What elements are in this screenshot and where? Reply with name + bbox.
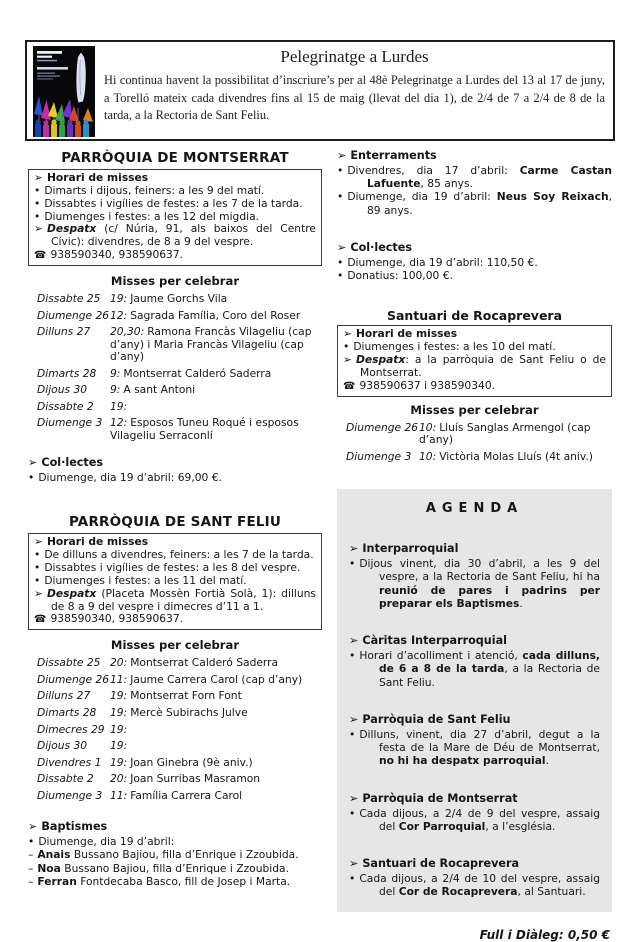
mass-time: 11: <box>110 788 128 802</box>
arrow-icon: ➢ <box>34 222 43 236</box>
phone-icon: ☎ <box>34 614 47 626</box>
agenda-text: , a la Rectoria de Sant Feliu. <box>379 662 600 689</box>
santfeliu-title: PARRÒQUIA DE SANT FELIU <box>68 514 282 531</box>
funeral-age: , 89 anys. <box>367 190 612 217</box>
phone-numbers: 938590637 i 938590340. <box>359 378 496 392</box>
mass-entry <box>110 707 322 724</box>
schedule-item-text: Diumenges i festes: a les 12 del migdia. <box>44 209 260 223</box>
agenda-text: , a l’església. <box>485 819 556 833</box>
agenda-heading-label: Parròquia de Montserrat <box>362 791 518 805</box>
agenda-text-bold: reunió de pares i padrins per preparar els Baptismes <box>379 583 600 610</box>
mass-text: Montserrat Forn Font <box>130 689 242 703</box>
agenda-section-body <box>349 557 600 610</box>
mass-row <box>28 401 322 418</box>
baptisms-intro-text: Diumenge, dia 19 d’abril: <box>38 834 175 848</box>
funerals-heading-label: Enterraments <box>350 149 437 162</box>
mass-day: Dilluns 27 <box>37 689 91 703</box>
mass-row <box>28 773 322 790</box>
bullet-icon: • <box>34 209 41 223</box>
agenda-text: . <box>519 596 523 610</box>
mass-day: Dijous 30 <box>37 739 88 753</box>
schedule-heading-label: Horari de misses <box>46 535 149 549</box>
mass-time: 19: <box>110 755 128 769</box>
agenda-text-bold: no hi ha despatx parroquial <box>379 754 546 768</box>
mass-entry <box>110 790 322 807</box>
arrow-icon: ➢ <box>34 171 43 184</box>
mass-row <box>28 657 322 674</box>
mass-entry <box>110 293 322 310</box>
mass-row <box>28 326 322 368</box>
baptisms-intro <box>28 835 322 848</box>
rocaprevera-masses-table <box>337 422 612 468</box>
schedule-item-text: Dimarts i dijous, feiners: a les 9 del matí. <box>44 183 265 197</box>
bullet-icon: • <box>34 561 41 575</box>
arrow-icon: ➢ <box>34 535 43 549</box>
funerals-heading <box>337 149 612 163</box>
mass-time: 12: <box>110 308 128 322</box>
mass-entry <box>110 724 322 741</box>
montserrat-collections <box>28 456 322 484</box>
agenda-section <box>349 792 600 833</box>
mass-time: 20: <box>110 772 128 786</box>
phone-numbers: 938590340, 938590637. <box>50 248 184 262</box>
mass-day: Divendres 1 <box>37 755 102 769</box>
agenda-text-bold: cada dilluns, de 6 a 8 de la tarda <box>379 649 600 676</box>
mass-text: Sagrada Família, Coro del Roser <box>130 308 301 322</box>
mass-day: Diumenge 26 <box>37 672 110 686</box>
phone-line <box>343 380 606 393</box>
agenda-text-bold: Cor de Rocaprevera <box>398 885 518 899</box>
mass-entry <box>419 422 612 451</box>
mass-text: Jaume Carrera Carol (cap d’any) <box>130 672 303 686</box>
phone-line <box>34 613 316 626</box>
schedule-item-text: Dissabtes i vigílies de festes: a les 7 de la tarda. <box>44 196 303 210</box>
dash-icon: – <box>28 874 34 888</box>
mass-row <box>28 368 322 385</box>
bullet-icon: • <box>337 269 344 283</box>
mass-time: 10: <box>419 449 437 463</box>
mass-day: Diumenge 26 <box>346 420 419 434</box>
agenda-section-heading <box>349 713 600 727</box>
agenda-title: AGENDA <box>425 501 524 517</box>
mass-text: Joan Ginebra (9è aniv.) <box>130 755 253 769</box>
mass-day: Diumenge 3 <box>37 788 103 802</box>
funeral-name: Carme Castan Lafuente <box>367 163 613 191</box>
phone-line <box>34 249 316 262</box>
mass-row <box>28 690 322 707</box>
office-hours-line <box>34 588 316 614</box>
collections-item-text: Donatius: 100,00 €. <box>347 269 453 283</box>
mass-time: 19: <box>110 705 128 719</box>
baptism-name: Noa <box>37 861 61 875</box>
baptism-detail: Bussano Bajiou, filla d’Enrique i Zzoubida. <box>60 861 289 875</box>
agenda-section-body <box>349 649 600 689</box>
agenda-section-body <box>349 807 600 834</box>
bullet-icon: • <box>349 806 356 820</box>
mass-time: 19: <box>110 689 128 703</box>
mass-day: Diumenge 26 <box>37 308 110 322</box>
office-text: (c/ Núria, 91, als baixos del Centre Cívic): divendres, de 8 a 9 del vespre. <box>51 222 316 249</box>
montserrat-masses-table <box>28 293 322 446</box>
mass-row <box>337 451 612 468</box>
dash-icon: – <box>28 848 34 862</box>
agenda-text: , al Santuari. <box>517 885 586 899</box>
schedule-item-text: De dilluns a divendres, feiners: a les 7 de la tarda. <box>44 548 314 562</box>
mass-row <box>28 724 322 741</box>
bullet-icon: • <box>34 573 41 587</box>
arrow-icon: ➢ <box>349 712 359 726</box>
mass-time: 20,30: <box>110 325 145 339</box>
funerals-section <box>337 149 612 217</box>
schedule-heading-label: Horari de misses <box>46 171 149 184</box>
agenda-heading-label: Interparroquial <box>362 542 459 556</box>
montserrat-title: PARRÒQUIA DE MONTSERRAT <box>61 150 289 166</box>
agenda-section <box>349 713 600 768</box>
header-text <box>104 46 605 136</box>
mass-text: A sant Antoni <box>123 383 196 397</box>
bullet-icon: • <box>337 255 344 269</box>
mass-text: Montserrat Calderó Saderra <box>130 656 279 670</box>
arrow-icon: ➢ <box>343 327 352 341</box>
bullet-icon: • <box>34 196 41 210</box>
mass-time: 19: <box>110 722 128 736</box>
masses-title: Misses per celebrar <box>410 402 539 417</box>
bullet-icon: • <box>337 163 344 177</box>
arrow-icon: ➢ <box>349 791 359 805</box>
agenda-section-heading <box>349 542 600 556</box>
mass-row <box>28 707 322 724</box>
bullet-icon: • <box>28 471 35 485</box>
phone-numbers: 938590340, 938590637. <box>50 612 184 626</box>
bullet-icon: • <box>349 727 356 741</box>
mass-text: Família Carrera Carol <box>130 788 243 802</box>
agenda-section <box>349 857 600 898</box>
baptism-name: Ferran <box>37 874 77 888</box>
header-paragraph: Hi continua havent la possibilitat d’inscriure’s per al 48è Pelegrinatge a Lurdes del 13 al 17 de juny, a Torelló mateix cada divendres fins al 15 de maig (llevat del dia 1), de 2/4 de 7 a 2/4 de 8 de la tarda, a la Rectoria de Sant Feliu. <box>104 73 605 123</box>
mass-entry <box>110 657 322 674</box>
mass-day: Diumenge 3 <box>37 416 103 430</box>
arrow-icon: ➢ <box>337 149 347 162</box>
agenda-text-bold: Cor Parroquial <box>398 819 486 833</box>
bullet-icon: • <box>337 190 344 204</box>
mass-row <box>28 384 322 401</box>
agenda-text: Cada dijous, a 2/4 de 10 del vespre, assaig del <box>359 871 600 899</box>
mass-entry <box>110 401 322 418</box>
mass-text: Esposos Tuneu Roqué i esposos Vilageliu Serraconlí <box>110 416 299 442</box>
masses-title: Misses per celebrar <box>110 274 240 289</box>
bullet-icon: • <box>34 183 41 197</box>
mass-row <box>28 293 322 310</box>
collections-heading <box>337 241 612 255</box>
mass-entry <box>110 757 322 774</box>
funeral-date: Diumenge, dia 19 d’abril: <box>347 190 497 204</box>
mass-text: Montserrat Calderó Saderra <box>123 366 272 380</box>
collections-item-text: Diumenge, dia 19 d’abril: 110,50 €. <box>347 255 538 269</box>
mass-text: Mercè Subirachs Julve <box>130 705 248 719</box>
baptism-entry <box>28 862 322 875</box>
baptisms-heading-label: Baptismes <box>41 820 108 834</box>
mass-entry <box>110 674 322 691</box>
schedule-heading-label: Horari de misses <box>355 327 458 341</box>
collections-item <box>337 269 612 282</box>
mass-entry <box>110 417 322 446</box>
mass-day: Diumenge 3 <box>346 449 412 463</box>
masses-title: Misses per celebrar <box>110 638 240 653</box>
funeral-date: Divendres, dia 17 d’abril: <box>347 163 520 177</box>
agenda-heading-label: Càritas Interparroquial <box>362 634 507 648</box>
collections-heading-label: Col·lectes <box>41 456 104 470</box>
baptism-entry <box>28 848 322 861</box>
pilgrimage-poster-image <box>33 46 95 137</box>
agenda-section <box>349 542 600 610</box>
mass-time: 19: <box>110 739 128 753</box>
mass-entry <box>110 310 322 327</box>
mass-time: 9: <box>110 366 121 380</box>
mass-time: 9: <box>110 383 121 397</box>
arrow-icon: ➢ <box>337 240 347 254</box>
arrow-icon: ➢ <box>349 857 359 871</box>
phone-icon: ☎ <box>343 380 356 392</box>
left-column <box>28 149 322 942</box>
arrow-icon: ➢ <box>34 586 43 600</box>
mass-text: Ramona Francàs Vilageliu (cap d’any) i Maria Francàs Vilageliu (cap d’any) <box>110 325 312 364</box>
arrow-icon: ➢ <box>28 456 38 470</box>
mass-row <box>28 674 322 691</box>
mass-row <box>28 740 322 757</box>
rocaprevera-schedule-box <box>337 325 612 396</box>
agenda-section-heading <box>349 634 600 648</box>
phone-icon: ☎ <box>34 250 47 262</box>
arrow-icon: ➢ <box>349 634 359 648</box>
poster-graphic <box>33 46 95 137</box>
santfeliu-masses-table <box>28 657 322 806</box>
mass-row <box>28 310 322 327</box>
funeral-entry <box>337 190 612 217</box>
agenda-section <box>349 634 600 689</box>
agenda-text: Dilluns, vinent, dia 27 d’abril, degut a la festa de la Mare de Déu de Montserrat, <box>359 727 600 755</box>
right-column <box>337 149 612 942</box>
mass-day: Dijous 30 <box>37 383 88 397</box>
arrow-icon: ➢ <box>343 353 352 367</box>
office-label: Despatx <box>46 222 97 236</box>
header-box <box>25 40 615 141</box>
agenda-section-body <box>349 728 600 768</box>
agenda-text: Dijous vinent, dia 30 d’abril, a les 9 del vespre, a la Rectoria de Sant Feliu, hi ha <box>359 557 600 584</box>
mass-text: Jaume Gorchs Vila <box>130 292 228 306</box>
rocaprevera-title: Santuari de Rocaprevera <box>386 308 563 324</box>
agenda-box <box>337 489 612 912</box>
funeral-name: Neus Soy Reixach <box>496 190 609 204</box>
mass-text: Lluís Sanglas Armengol (cap d’any) <box>419 420 591 447</box>
collections-item <box>337 256 612 269</box>
baptisms-heading <box>28 820 322 834</box>
mass-row <box>28 790 322 807</box>
mass-day: Dimecres 29 <box>37 722 105 736</box>
agenda-section-body <box>349 872 600 899</box>
collections-item <box>28 471 322 484</box>
bullet-icon: • <box>343 340 350 354</box>
agenda-heading-label: Parròquia de Sant Feliu <box>362 712 511 726</box>
arrow-icon: ➢ <box>349 542 359 556</box>
mass-time: 12: <box>110 416 128 430</box>
agenda-text: Cada dijous, a 2/4 de 9 del vespre, assaig del <box>359 806 600 833</box>
montserrat-schedule-box <box>28 169 322 266</box>
price-note: Full i Diàleg: 0,50 € <box>479 928 610 942</box>
bullet-icon: • <box>349 649 356 663</box>
mass-time: 19: <box>110 399 128 413</box>
collections-heading <box>28 456 322 470</box>
mass-entry <box>419 451 612 468</box>
agenda-heading-label: Santuari de Rocaprevera <box>362 857 520 871</box>
baptism-name: Anais <box>37 848 71 862</box>
mass-time: 10: <box>419 420 437 434</box>
mass-entry <box>110 740 322 757</box>
office-hours-line <box>343 354 606 380</box>
mass-day: Dimarts 28 <box>37 705 97 719</box>
mass-entry <box>110 690 322 707</box>
santfeliu-schedule-box <box>28 533 322 630</box>
funeral-age: , 85 anys. <box>420 177 473 191</box>
mass-day: Dissabte 25 <box>37 292 101 306</box>
mass-row <box>28 757 322 774</box>
schedule-item-text: Diumenges i festes: a les 11 del matí. <box>44 573 247 587</box>
collections-heading-label: Col·lectes <box>350 240 413 254</box>
office-text: (Placeta Mossèn Fortià Solà, 1): dilluns de 8 a 9 del vespre i dimecres d’11 a 1. <box>51 586 316 613</box>
mass-row <box>337 422 612 451</box>
bullet-icon: • <box>349 557 356 571</box>
page-title: Pelegrinatge a Lurdes <box>280 47 429 66</box>
mass-time: 11: <box>110 672 128 686</box>
mass-row <box>28 417 322 446</box>
agenda-text: . <box>545 754 550 768</box>
bullet-icon: • <box>349 871 356 885</box>
office-hours-line <box>34 223 316 249</box>
mass-text: Joan Surribas Masramon <box>130 772 261 786</box>
funeral-entry <box>337 164 612 191</box>
mass-text: Victòria Molas Lluís (4t aniv.) <box>439 449 593 463</box>
mass-day: Dissabte 25 <box>37 656 101 670</box>
schedule-item-text: Diumenges i festes: a les 10 del matí. <box>353 340 556 354</box>
baptism-detail: Fontdecaba Basco, fill de Josep i Marta. <box>76 874 291 888</box>
agenda-text: Horari d’acolliment i atenció, <box>359 649 523 663</box>
agenda-section-heading <box>349 792 600 806</box>
bullet-icon: • <box>28 834 35 848</box>
baptisms-section <box>28 820 322 888</box>
mass-day: Dissabte 2 <box>37 772 94 786</box>
mass-time: 19: <box>110 292 128 306</box>
office-label: Despatx <box>46 586 97 600</box>
content-columns <box>28 149 612 942</box>
mass-entry <box>110 384 322 401</box>
mass-day: Dissabte 2 <box>37 399 94 413</box>
agenda-section-heading <box>349 857 600 871</box>
mass-day: Dilluns 27 <box>37 325 91 339</box>
baptism-entry <box>28 875 322 888</box>
arrow-icon: ➢ <box>28 820 38 834</box>
schedule-item-text: Dissabtes i vigílies de festes: a les 8 del vespre. <box>44 561 301 575</box>
office-text: : a la parròquia de Sant Feliu o de Montserrat. <box>360 353 606 379</box>
mass-entry <box>110 326 322 368</box>
collections-item-text: Diumenge, dia 19 d’abril: 69,00 €. <box>38 471 222 485</box>
mass-entry <box>110 368 322 385</box>
mass-time: 20: <box>110 656 128 670</box>
collections-section <box>337 241 612 282</box>
mass-entry <box>110 773 322 790</box>
baptism-detail: Bussano Bajiou, filla d’Enrique i Zzoubida. <box>70 848 299 862</box>
mass-day: Dimarts 28 <box>37 366 97 380</box>
office-label: Despatx <box>355 353 406 367</box>
bullet-icon: • <box>34 548 41 562</box>
dash-icon: – <box>28 861 34 875</box>
